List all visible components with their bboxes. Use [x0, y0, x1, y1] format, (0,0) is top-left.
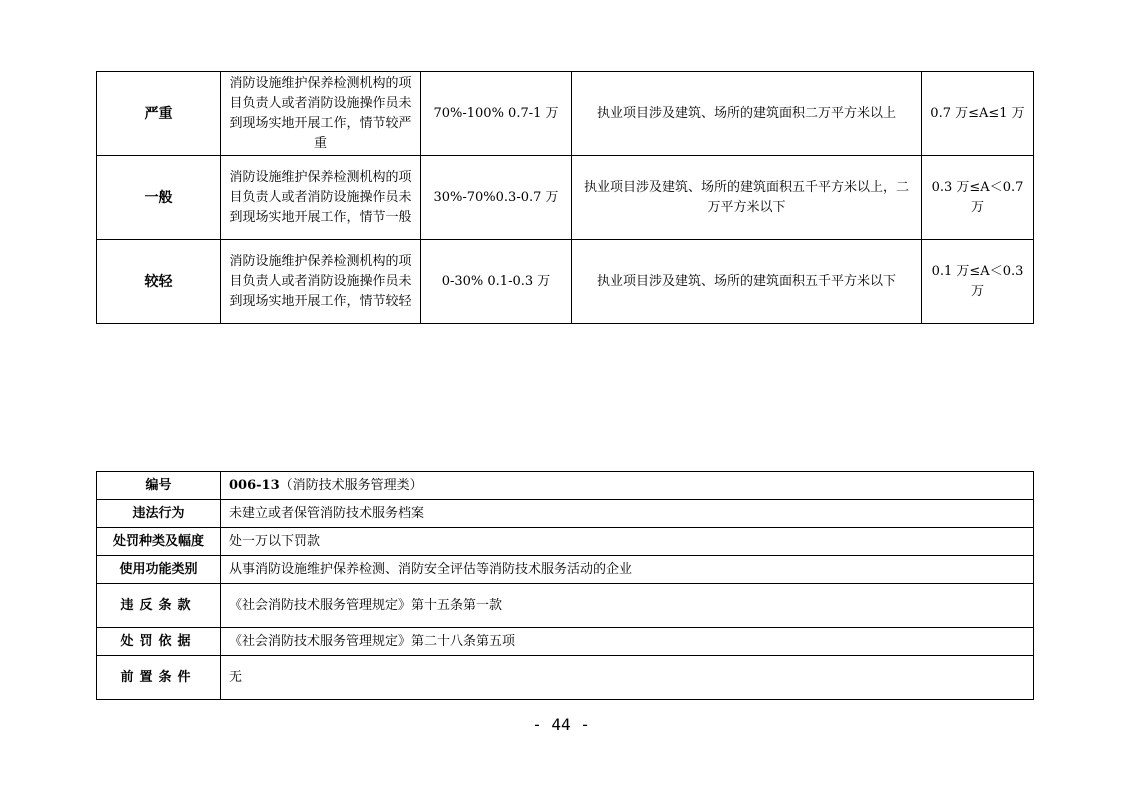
- basis-row: [97, 628, 1034, 656]
- penalty-value: 处一万以下罚款: [221, 528, 1034, 556]
- range-cell: 执业项目涉及建筑、场所的建筑面积五千平方米以上，二万平方米以下: [572, 156, 922, 240]
- grade-row-minor: [97, 240, 1034, 324]
- page-number: - 44 -: [532, 715, 590, 734]
- precondition-row: [97, 656, 1034, 700]
- range-cell: 执业项目涉及建筑、场所的建筑面积五千平方米以下: [572, 240, 922, 324]
- level-cell: 严重: [97, 72, 221, 156]
- violation-value: 未建立或者保管消防技术服务档案: [221, 500, 1034, 528]
- violation-row: [97, 500, 1034, 528]
- code-label: 编号: [97, 472, 221, 500]
- violation-info-table: [96, 471, 1034, 700]
- code-value: [221, 472, 1034, 500]
- code-category: （消防技术服务管理类）: [279, 477, 423, 493]
- circumstance-cell: 消防设施维护保养检测机构的项目负责人或者消防设施操作员未到现场实地开展工作，情节一般: [221, 156, 421, 240]
- range-cell: 执业项目涉及建筑、场所的建筑面积二万平方米以上: [572, 72, 922, 156]
- circumstance-cell: 消防设施维护保养检测机构的项目负责人或者消防设施操作员未到现场实地开展工作，情节较轻: [221, 240, 421, 324]
- grade-row-general: [97, 156, 1034, 240]
- penalty-label: 处罚种类及幅度: [97, 528, 221, 556]
- clause-label: 违反条款: [97, 584, 221, 628]
- function-label: 使用功能类别: [97, 556, 221, 584]
- basis-value: 《社会消防技术服务管理规定》第二十八条第五项: [221, 628, 1034, 656]
- code-number: 006-13: [229, 477, 280, 493]
- precondition-label: 前置条件: [97, 656, 221, 700]
- level-cell: 一般: [97, 156, 221, 240]
- amount-cell: 0.1 万≤A＜0.3 万: [922, 240, 1034, 324]
- grade-row-severe: [97, 72, 1034, 156]
- amount-cell: 0.7 万≤A≤1 万: [922, 72, 1034, 156]
- function-row: [97, 556, 1034, 584]
- penalty-row: [97, 528, 1034, 556]
- violation-label: 违法行为: [97, 500, 221, 528]
- function-value: 从事消防设施维护保养检测、消防安全评估等消防技术服务活动的企业: [221, 556, 1034, 584]
- amount-cell: 0.3 万≤A＜0.7 万: [922, 156, 1034, 240]
- circumstance-cell: 消防设施维护保养检测机构的项目负责人或者消防设施操作员未到现场实地开展工作，情节较严重: [221, 72, 421, 156]
- level-cell: 较轻: [97, 240, 221, 324]
- precondition-value: 无: [221, 656, 1034, 700]
- penalty-grade-table: [96, 71, 1034, 324]
- basis-label: 处罚依据: [97, 628, 221, 656]
- clause-row: [97, 584, 1034, 628]
- ratio-cell: 30%-70%0.3-0.7 万: [421, 156, 572, 240]
- clause-value: 《社会消防技术服务管理规定》第十五条第一款: [221, 584, 1034, 628]
- code-row: [97, 472, 1034, 500]
- ratio-cell: 70%-100% 0.7-1 万: [421, 72, 572, 156]
- ratio-cell: 0-30% 0.1-0.3 万: [421, 240, 572, 324]
